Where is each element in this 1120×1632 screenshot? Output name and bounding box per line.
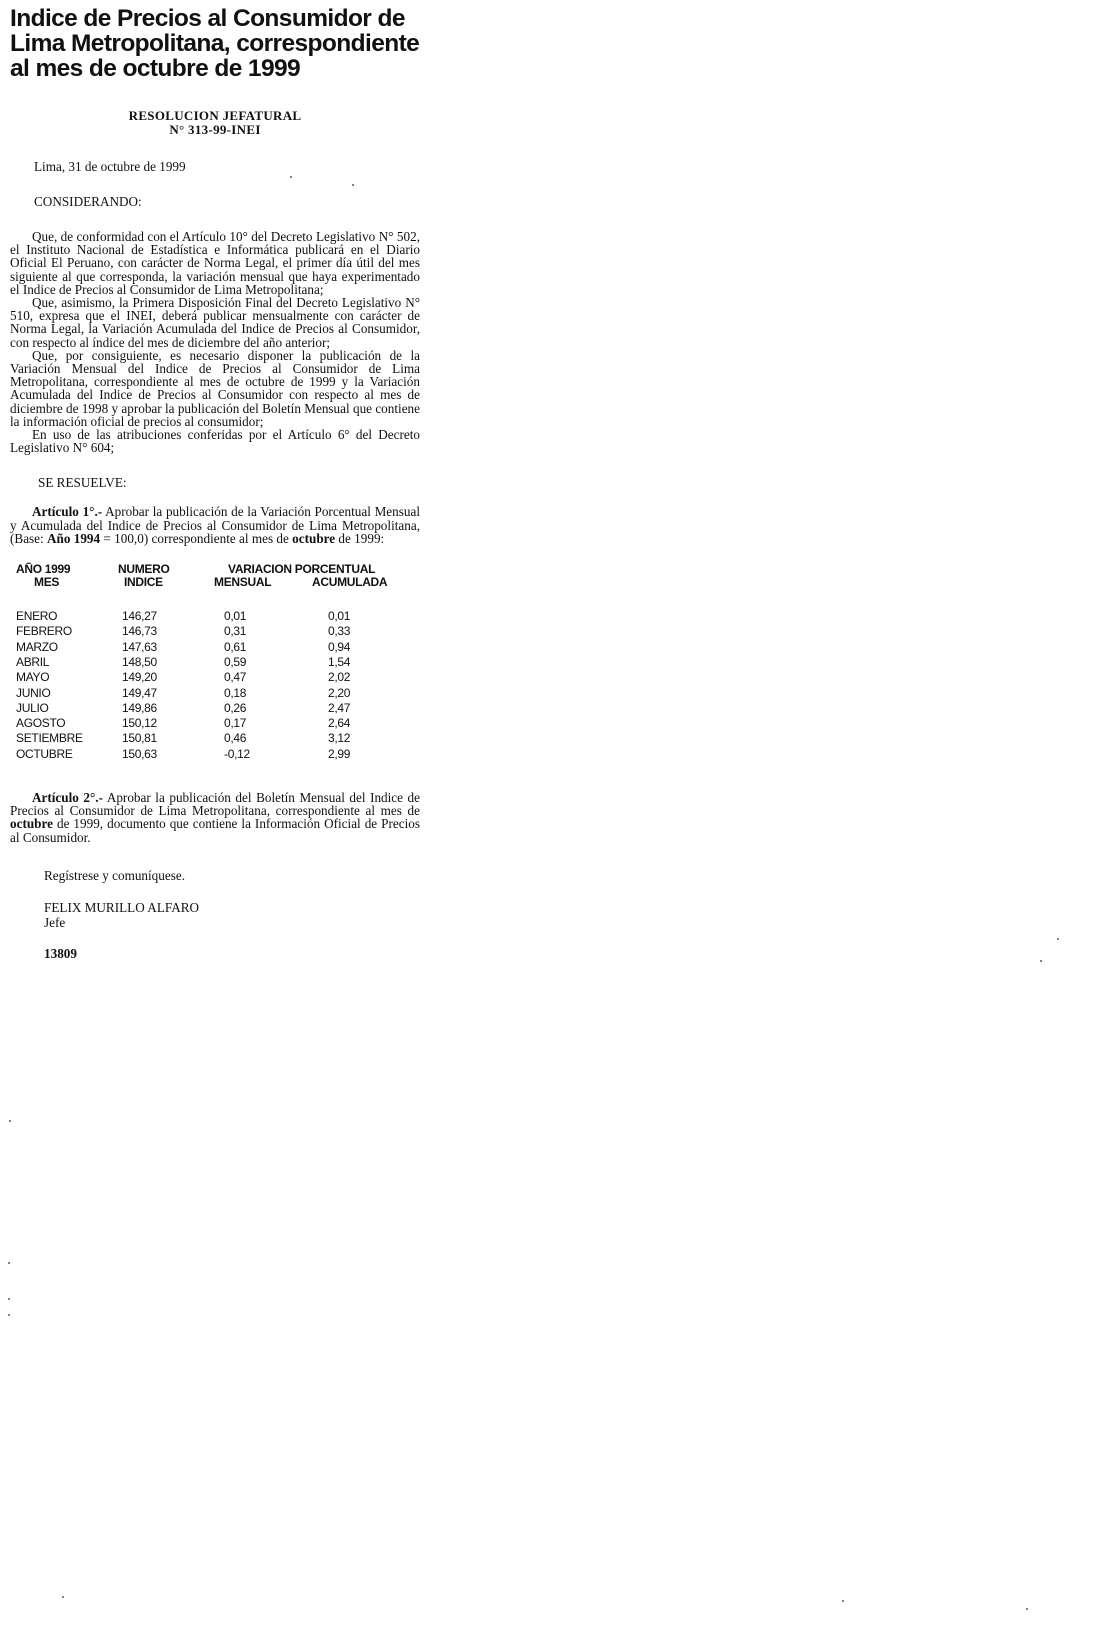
- header-cumulative: ACUMULADA: [312, 575, 388, 590]
- row-month: ABRIL: [16, 654, 50, 669]
- paragraph-4: En uso de las atribuciones conferidas por el Artículo 6° del Decreto Legislativo N° 604;: [10, 427, 420, 456]
- row-index: 149,47: [122, 685, 157, 700]
- row-cumulative: 1,54: [328, 654, 351, 669]
- row-cumulative: 0,01: [328, 609, 351, 624]
- row-index: 148,50: [122, 654, 157, 669]
- header-month: MES: [34, 575, 60, 590]
- resolution-number: N° 313-99-INEI: [169, 122, 261, 137]
- article-1-month: octubre: [292, 530, 336, 546]
- row-monthly: -0,12: [224, 746, 250, 761]
- closing-line: Regístrese y comuníquese.: [44, 867, 185, 883]
- headline-line-3: al mes de octubre de 1999: [10, 55, 301, 82]
- table-row: [10, 624, 410, 639]
- article-1-base: Año 1994: [47, 530, 101, 546]
- resolution-title: RESOLUCION JEFATURAL: [128, 108, 302, 123]
- row-monthly: 0,46: [224, 731, 247, 746]
- paragraph-3: Que, por consiguiente, es necesario disponer la publicación de la Variación Mensual del Indice de Precios al Consumidor de Lima Metropolitana, correspondiente al mes de octubre de 1999 y la Variación Acumulada del Indice de Precios al Consumidor con respecto al mes de diciembre de 1998 y aprobar la publicación del Boletín Mensual que contiene la información oficial de precios al consumidor;: [10, 347, 420, 429]
- row-index: 146,73: [122, 624, 157, 639]
- headline-line-1: Indice de Precios al Consumidor de: [10, 5, 405, 32]
- row-monthly: 0,01: [224, 609, 247, 624]
- row-month: SETIEMBRE: [16, 731, 83, 746]
- scan-speck: [1057, 938, 1059, 940]
- table-row: [10, 609, 410, 624]
- scan-speck: [9, 1120, 11, 1122]
- date-line: Lima, 31 de octubre de 1999: [34, 159, 186, 174]
- article-2: [10, 791, 420, 844]
- row-month: ENERO: [16, 609, 58, 624]
- signer-title: Jefe: [44, 914, 66, 930]
- row-index: 149,20: [122, 670, 157, 685]
- row-index: 150,81: [122, 731, 157, 746]
- scan-speck: [8, 1314, 10, 1316]
- row-cumulative: 2,64: [328, 716, 351, 731]
- scan-speck: [8, 1262, 10, 1264]
- row-cumulative: 2,02: [328, 670, 351, 685]
- row-monthly: 0,26: [224, 700, 247, 715]
- scan-speck: [62, 1596, 64, 1598]
- table-row: [10, 686, 410, 701]
- row-month: FEBRERO: [16, 624, 72, 639]
- row-index: 146,27: [122, 609, 157, 624]
- article-2-label: Artículo 2°.-: [32, 790, 103, 806]
- table-row: [10, 731, 410, 746]
- scan-speck: [842, 1600, 844, 1602]
- scan-speck: [8, 1298, 10, 1300]
- table-row: [10, 701, 410, 716]
- article-1-label: Artículo 1°.-: [32, 504, 103, 520]
- row-cumulative: 3,12: [328, 731, 351, 746]
- header-variation: VARIACION PORCENTUAL: [228, 562, 376, 577]
- row-cumulative: 2,20: [328, 685, 351, 700]
- scan-speck: [1040, 960, 1042, 962]
- header-year: AÑO 1999: [16, 562, 71, 577]
- row-month: JULIO: [16, 700, 49, 715]
- scan-speck: [290, 176, 292, 178]
- header-number: NUMERO: [118, 562, 170, 577]
- article-1-text: Aprobar la publicación de la Variación Porcentual Mensual y Acumulada del Indice de Precios al Consumidor de Lima Metropolitana, (Base:: [10, 504, 420, 546]
- scan-speck: [1026, 1608, 1028, 1610]
- row-month: OCTUBRE: [16, 746, 73, 761]
- article-2-month: octubre: [10, 816, 53, 832]
- article-1-text-end: de 1999:: [335, 530, 385, 546]
- row-monthly: 0,61: [224, 639, 247, 654]
- article-2-text: Aprobar la publicación del Boletín Mensual del Indice de Precios al Consumidor de Lima Metropolitana, correspondiente al mes de: [10, 790, 421, 819]
- row-month: MARZO: [16, 639, 58, 654]
- row-cumulative: 0,33: [328, 624, 351, 639]
- table-row: [10, 655, 410, 670]
- table-row: [10, 640, 410, 655]
- table-row: [10, 747, 410, 762]
- reference-code: 13809: [44, 945, 77, 961]
- row-index: 147,63: [122, 639, 157, 654]
- row-month: MAYO: [16, 670, 50, 685]
- article-2-text-end: de 1999, documento que contiene la Información Oficial de Precios al Consumidor.: [10, 816, 420, 845]
- row-index: 149,86: [122, 700, 157, 715]
- row-cumulative: 0,94: [328, 639, 351, 654]
- row-month: JUNIO: [16, 685, 51, 700]
- signer-name: FELIX MURILLO ALFARO: [44, 899, 200, 915]
- row-month: AGOSTO: [16, 716, 66, 731]
- row-monthly: 0,17: [224, 716, 247, 731]
- considerando-body: [10, 230, 420, 454]
- row-index: 150,12: [122, 716, 157, 731]
- table-row: [10, 670, 410, 685]
- scan-speck: [352, 184, 354, 186]
- article-1-text-mid: = 100,0) correspondiente al mes de: [100, 530, 293, 546]
- considerando-heading: CONSIDERANDO:: [34, 194, 142, 209]
- cpi-table: [10, 563, 420, 773]
- article-1: [10, 505, 420, 545]
- row-monthly: 0,47: [224, 670, 247, 685]
- table-row: [10, 716, 410, 731]
- row-index: 150,63: [122, 746, 157, 761]
- paragraph-2: Que, asimismo, la Primera Disposición Final del Decreto Legislativo N° 510, expresa que el INEI, deberá publicar mensualmente con carácter de Norma Legal, la Variación Acumulada del Indice de Precios al Consumidor, con respecto al índice del mes de diciembre del año anterior;: [10, 295, 420, 350]
- header-monthly: MENSUAL: [214, 575, 272, 590]
- header-index: INDICE: [124, 575, 163, 590]
- headline: [10, 6, 420, 81]
- row-monthly: 0,31: [224, 624, 247, 639]
- se-resuelve-heading: SE RESUELVE:: [38, 475, 127, 491]
- row-monthly: 0,59: [224, 654, 247, 669]
- document-column: [10, 6, 420, 962]
- paragraph-1: Que, de conformidad con el Artículo 10° del Decreto Legislativo N° 502, el Instituto Nacional de Estadística e Informática publicará en el Diario Oficial El Peruano, con carácter de Norma Legal, el primer día útil del mes siguiente al que corresponda, la variación mensual que haya experimentado el Indice de Precios al Consumidor de Lima Metropolitana;: [10, 229, 420, 297]
- row-monthly: 0,18: [224, 685, 247, 700]
- headline-line-2: Lima Metropolitana, correspondiente: [10, 30, 420, 57]
- row-cumulative: 2,99: [328, 746, 351, 761]
- row-cumulative: 2,47: [328, 700, 351, 715]
- signature-block: [10, 900, 420, 930]
